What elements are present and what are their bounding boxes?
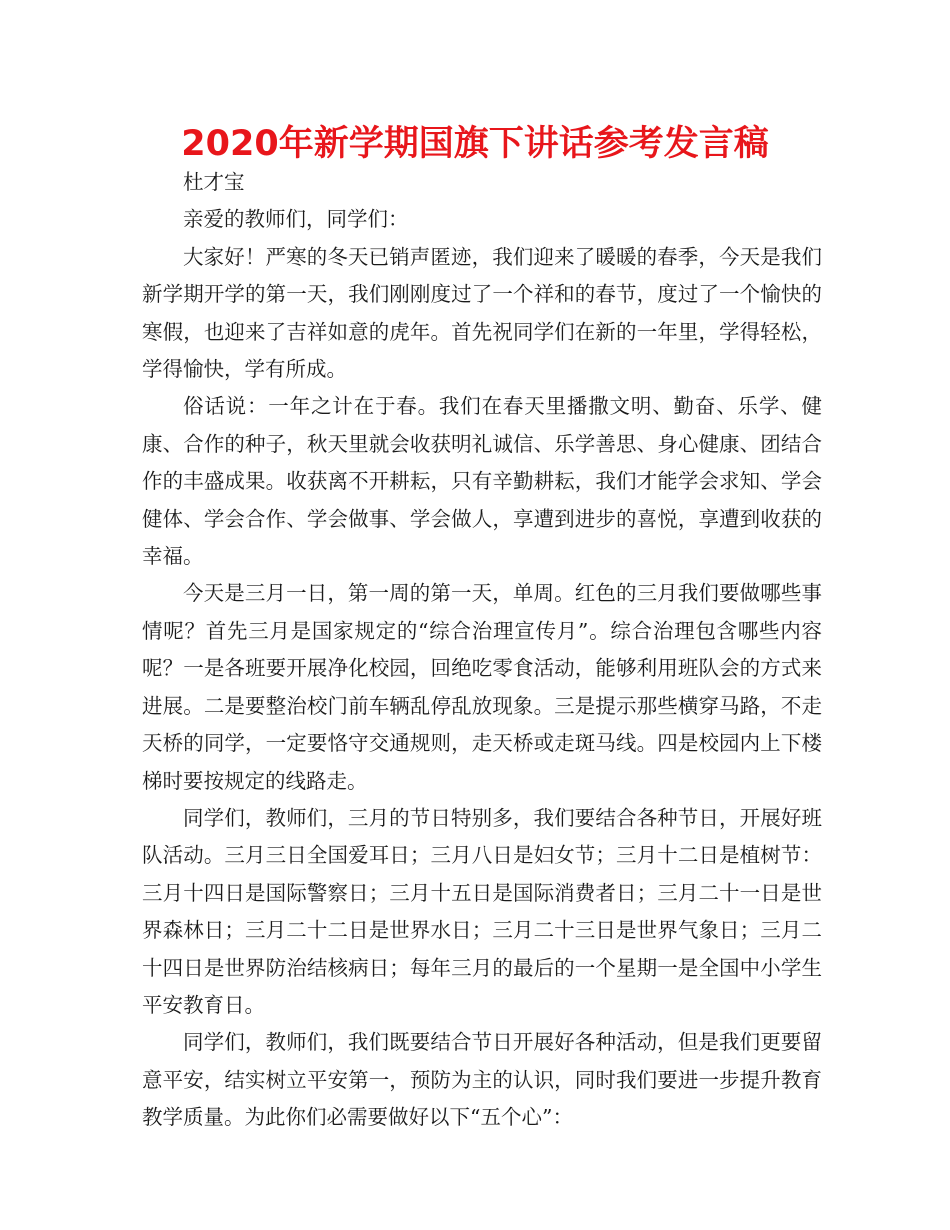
document-body: [142, 164, 822, 1137]
body-paragraph: 今天是三月一日，第一周的第一天，单周。红色的三月我们要做哪些事情呢？首先三月是国家规定的“综合治理宣传月”。综合治理包含哪些内容呢？一是各班要开展净化校园，回绝吃零食活动，能够利用班队会的方式来进展。二是要整治校门前车辆乱停乱放现象。三是提示那些横穿马路，不走天桥的同学，一定要恪守交通规则，走天桥或走斑马线。四是校园内上下楼梯时要按规定的线路走。: [142, 581, 822, 793]
body-paragraph: 俗话说：一年之计在于春。我们在春天里播撒文明、勤奋、乐学、健康、合作的种子，秋天里就会收获明礼诚信、乐学善思、身心健康、团结合作的丰盛成果。收获离不开耕耘，只有辛勤耕耘，我们才能学会求知、学会健体、学会合作、学会做事、学会做人，享遭到进步的喜悦，享遭到收获的幸福。: [142, 394, 822, 569]
author-line: 杜才宝: [183, 170, 245, 194]
salutation-paragraph: 亲爱的教师们，同学们：: [183, 207, 409, 232]
document-title: 2020年新学期国旗下讲话参考发言稿: [181, 124, 769, 164]
body-paragraph: 同学们，教师们，我们既要结合节日开展好各种活动，但是我们更要留意平安，结实树立平安第一，预防为主的认识，同时我们要进一步提升教育教学质量。为此你们必需要做好以下“五个心”：: [142, 1030, 822, 1130]
body-paragraph: 大家好！严寒的冬天已销声匿迹，我们迎来了暖暖的春季，今天是我们新学期开学的第一天，我们刚刚度过了一个祥和的春节，度过了一个愉快的寒假，也迎来了吉祥如意的虎年。首先祝同学们在新的一年里，学得轻松，学得愉快，学有所成。: [142, 244, 822, 382]
body-paragraph: 同学们，教师们，三月的节日特别多，我们要结合各种节日，开展好班队活动。三月三日全国爱耳日；三月八日是妇女节；三月十二日是植树节：三月十四日是国际警察日；三月十五日是国际消费者日；三月二十一日是世界森林日；三月二十二日是世界水日；三月二十三日是世界气象日；三月二十四日是世界防治结核病日；每年三月的最后的一个星期一是全国中小学生平安教育日。: [142, 805, 822, 1017]
